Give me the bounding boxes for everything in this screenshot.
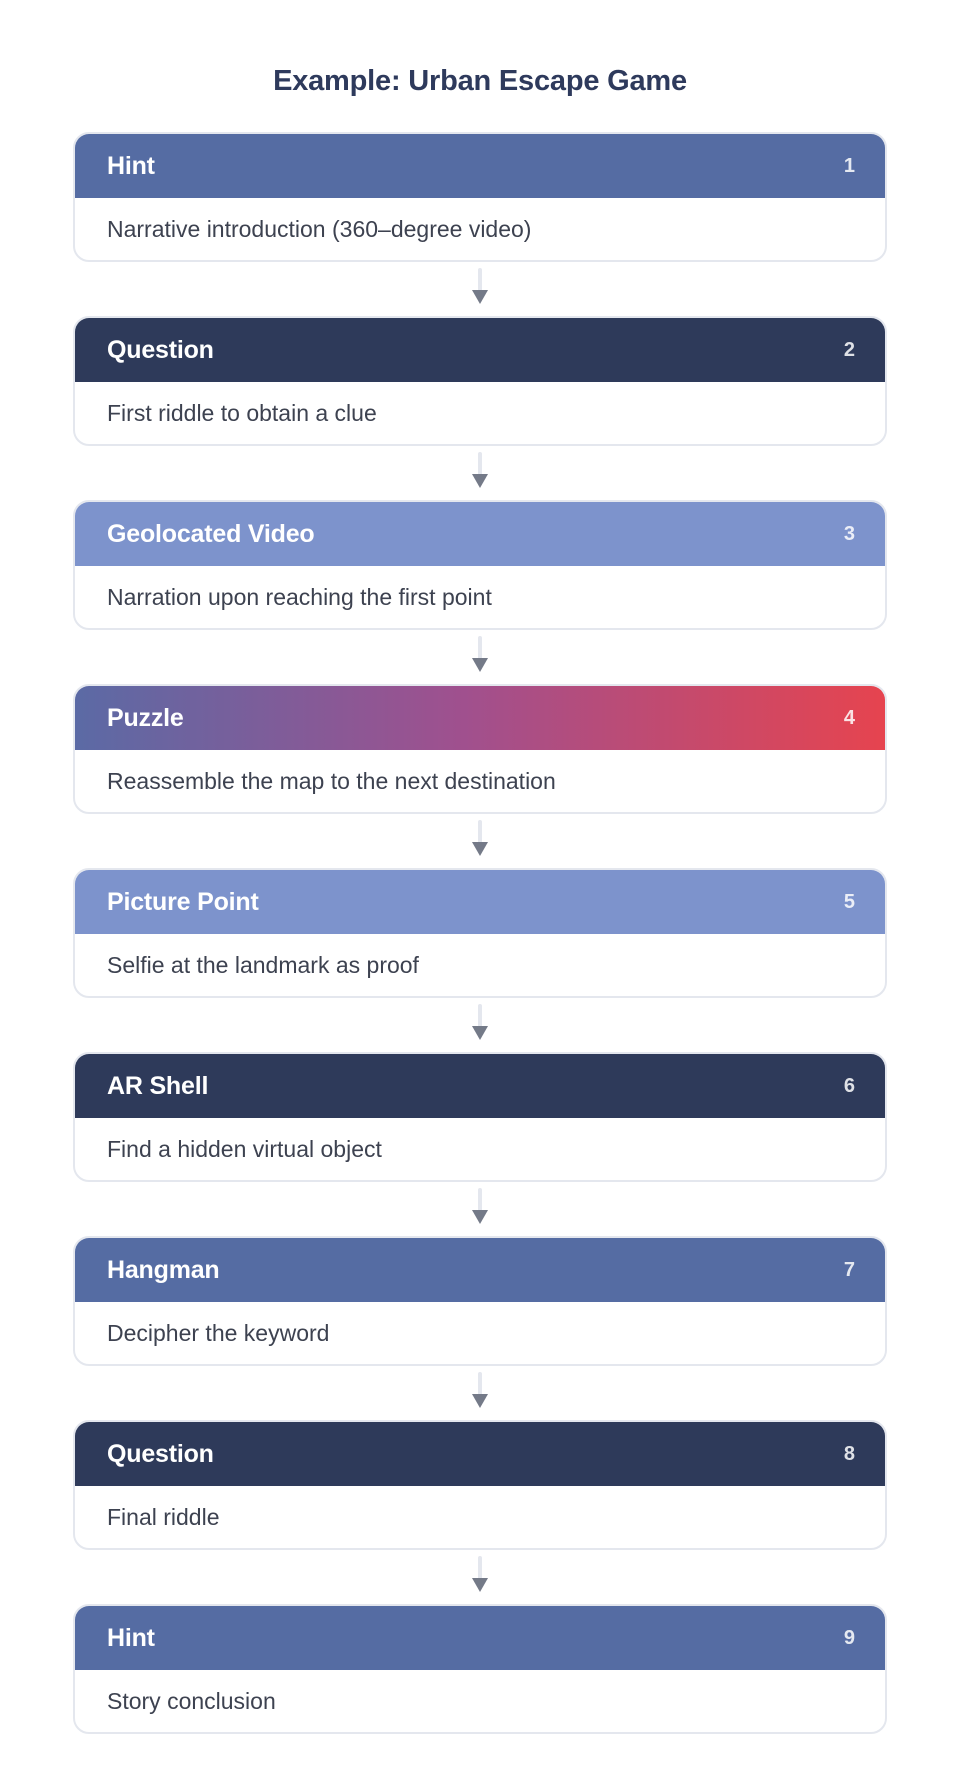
down-arrow-icon [73,814,887,868]
arrow-head [472,1394,488,1408]
arrow-head [472,842,488,856]
step-description: Decipher the keyword [107,1319,330,1346]
step-header [75,1422,885,1486]
step-header [75,318,885,382]
step-number: 4 [843,706,855,729]
arrow-head [472,290,488,304]
arrow-stem [478,268,482,292]
arrow-stem [478,1372,482,1396]
step-type-label: AR Shell [107,1071,209,1100]
step-card-6 [73,1052,887,1182]
arrow-head [472,658,488,672]
step-card-8 [73,1420,887,1550]
step-card-5 [73,868,887,998]
step-description: Selfie at the landmark as proof [107,951,419,978]
step-description: Narration upon reaching the first point [107,583,492,610]
step-header [75,870,885,934]
step-number: 6 [843,1074,855,1097]
step-type-label: Question [107,335,214,364]
step-description: First riddle to obtain a clue [107,399,377,426]
arrow-stem [478,1556,482,1580]
step-description: Find a hidden virtual object [107,1135,382,1162]
step-type-label: Question [107,1439,214,1468]
step-card-2 [73,316,887,446]
step-number: 7 [843,1258,855,1281]
step-type-label: Hint [107,1623,155,1652]
step-card-3 [73,500,887,630]
down-arrow-icon [73,446,887,500]
step-header [75,1238,885,1302]
step-type-label: Hint [107,151,155,180]
step-header [75,502,885,566]
step-type-label: Geolocated Video [107,519,315,548]
step-number: 1 [843,154,855,177]
arrow-stem [478,452,482,476]
arrow-head [472,1578,488,1592]
step-number: 8 [843,1442,855,1465]
arrow-stem [478,1188,482,1212]
step-type-label: Puzzle [107,703,184,732]
arrow-head [472,1026,488,1040]
step-description: Reassemble the map to the next destination [107,767,556,794]
arrow-head [472,1210,488,1224]
step-card-4 [73,684,887,814]
down-arrow-icon [73,262,887,316]
down-arrow-icon [73,1550,887,1604]
down-arrow-icon [73,998,887,1052]
step-number: 2 [843,338,855,361]
step-type-label: Hangman [107,1255,220,1284]
step-description: Final riddle [107,1503,220,1530]
step-number: 5 [843,890,855,913]
down-arrow-icon [73,630,887,684]
page-title: Example: Urban Escape Game [273,65,687,97]
step-card-1 [73,132,887,262]
step-header [75,134,885,198]
step-description: Story conclusion [107,1687,276,1714]
down-arrow-icon [73,1366,887,1420]
step-card-7 [73,1236,887,1366]
arrow-stem [478,820,482,844]
step-description: Narrative introduction (360–degree video) [107,215,532,242]
down-arrow-icon [73,1182,887,1236]
step-header [75,686,885,750]
arrow-stem [478,636,482,660]
arrow-head [472,474,488,488]
step-header [75,1606,885,1670]
step-number: 3 [843,522,855,545]
step-type-label: Picture Point [107,887,259,916]
step-flow [0,132,960,1734]
step-header [75,1054,885,1118]
step-card-9 [73,1604,887,1734]
arrow-stem [478,1004,482,1028]
step-number: 9 [843,1626,855,1649]
